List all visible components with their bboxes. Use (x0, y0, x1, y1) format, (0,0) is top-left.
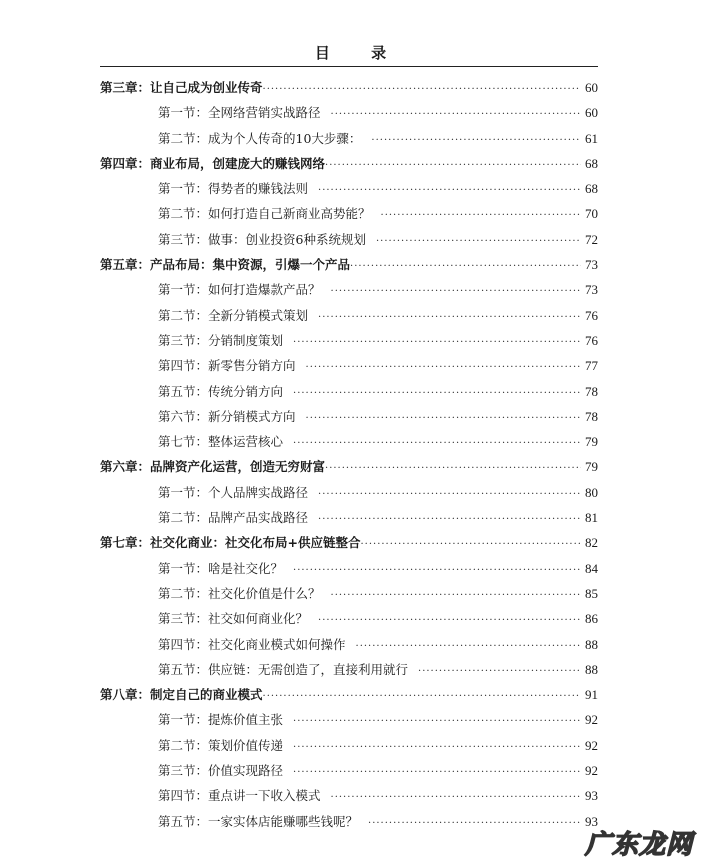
leader-dots (318, 514, 581, 525)
toc-page-number: 78 (585, 408, 598, 424)
toc-label: 第三节：价值实现路径 (158, 763, 284, 779)
toc-section[interactable] (100, 331, 598, 356)
toc-page-number: 92 (585, 712, 598, 728)
watermark-logo: 广东龙网 (584, 830, 693, 860)
toc-label: 第一节：得势者的赚钱法则 (158, 181, 309, 197)
toc-page-number: 81 (585, 510, 598, 526)
toc-label: 第五节：供应链：无需创造了，直接利用就行 (158, 661, 409, 677)
toc-section[interactable] (100, 635, 598, 660)
toc-section[interactable] (100, 103, 598, 128)
leader-dots (263, 84, 581, 95)
toc-section[interactable] (100, 483, 598, 508)
toc-page-number: 79 (585, 459, 598, 475)
toc-page-number: 92 (585, 737, 598, 753)
toc-page-number: 60 (585, 80, 598, 95)
toc-label: 第二节：成为个人传奇的10大步骤： (158, 130, 362, 146)
leader-dots (360, 539, 581, 550)
toc-page-number: 77 (585, 358, 598, 374)
toc-section[interactable] (100, 786, 598, 811)
toc-section[interactable] (100, 559, 598, 584)
page-title: 目 录 (314, 44, 405, 62)
toc-label: 第二节：策划价值传递 (158, 737, 284, 753)
toc-label: 第二节：全新分销模式策划 (158, 307, 309, 323)
toc-chapter[interactable] (100, 533, 598, 558)
toc-section[interactable] (100, 204, 598, 229)
toc-label: 第六章：品牌资产化运营，创造无穷财富 (100, 459, 326, 475)
toc-section[interactable] (100, 179, 598, 204)
toc-page-number: 68 (585, 155, 598, 171)
toc-label: 第一节：个人品牌实战路径 (158, 484, 309, 500)
toc-page-number: 73 (585, 257, 598, 273)
table-of-contents (100, 78, 598, 837)
leader-dots (418, 666, 581, 677)
leader-dots (263, 691, 581, 702)
leader-dots (331, 792, 581, 803)
toc-label: 第四节：重点讲一下收入模式 (158, 788, 321, 804)
leader-dots (331, 590, 581, 601)
toc-label: 第三章：让自己成为创业传奇 (100, 80, 263, 95)
toc-label: 第八章：制定自己的商业模式 (100, 687, 263, 703)
toc-section[interactable] (100, 736, 598, 761)
toc-page-number: 76 (585, 307, 598, 323)
toc-section[interactable] (100, 584, 598, 609)
leader-dots (293, 438, 581, 449)
toc-page-number: 70 (585, 206, 598, 222)
leader-dots (381, 210, 581, 221)
leader-dots (293, 337, 581, 348)
leader-dots (293, 742, 581, 753)
leader-dots (356, 641, 581, 652)
toc-section[interactable] (100, 230, 598, 255)
toc-label: 第三节：社交如何商业化？ (158, 611, 309, 627)
leader-dots (306, 362, 581, 373)
toc-label: 第四节：新零售分销方向 (158, 358, 296, 374)
toc-page-number: 88 (585, 636, 598, 652)
toc-label: 第四节：社交化商业模式如何操作 (158, 636, 346, 652)
leader-dots (293, 388, 581, 399)
toc-label: 第二节：社交化价值是什么？ (158, 585, 321, 601)
toc-section[interactable] (100, 761, 598, 786)
toc-label: 第一节：啥是社交化？ (158, 560, 284, 576)
toc-section[interactable] (100, 812, 598, 837)
toc-chapter[interactable] (100, 154, 598, 179)
toc-section[interactable] (100, 710, 598, 735)
toc-label: 第七章：社交化商业：社交化布局+供应链整合 (100, 535, 361, 551)
toc-chapter[interactable] (100, 78, 598, 103)
toc-label: 第五章：产品布局：集中资源，引爆一个产品 (100, 257, 351, 273)
toc-chapter[interactable] (100, 685, 598, 710)
toc-page-number: 85 (585, 585, 598, 601)
toc-label: 第一节：提炼价值主张 (158, 712, 284, 728)
leader-dots (331, 286, 581, 297)
toc-label: 第一节：全网络营销实战路径 (158, 105, 321, 121)
leader-dots (318, 185, 581, 196)
leader-dots (318, 312, 581, 323)
toc-page-number: 60 (585, 105, 598, 121)
leader-dots (293, 716, 581, 727)
leader-dots (318, 489, 581, 500)
leader-dots (325, 463, 581, 474)
leader-dots (293, 767, 581, 778)
toc-page-number: 93 (585, 813, 598, 829)
toc-chapter[interactable] (100, 457, 598, 482)
leader-dots (306, 413, 581, 424)
toc-page-number: 76 (585, 332, 598, 348)
toc-label: 第二节：品牌产品实战路径 (158, 510, 309, 526)
toc-page-number: 78 (585, 383, 598, 399)
toc-page-number: 73 (585, 282, 598, 298)
leader-dots (318, 615, 581, 626)
toc-label: 第五节：一家实体店能赚哪些钱呢？ (158, 813, 359, 829)
leader-dots (350, 261, 581, 272)
leader-dots (293, 565, 581, 576)
toc-page-number: 72 (585, 231, 598, 247)
toc-label: 第一节：如何打造爆款产品？ (158, 282, 321, 298)
leader-dots (371, 135, 581, 146)
toc-page-number: 88 (585, 661, 598, 677)
toc-page-number: 79 (585, 434, 598, 450)
toc-section[interactable] (100, 356, 598, 381)
toc-page-number: 82 (585, 535, 598, 551)
toc-section[interactable] (100, 306, 598, 331)
toc-section[interactable] (100, 609, 598, 634)
toc-label: 第六节：新分销模式方向 (158, 408, 296, 424)
toc-label: 第三节：做事：创业投资6种系统规划 (158, 231, 366, 247)
toc-page-number: 68 (585, 181, 598, 197)
toc-section[interactable] (100, 129, 598, 154)
toc-section[interactable] (100, 508, 598, 533)
toc-page-number: 84 (585, 560, 598, 576)
leader-dots (331, 109, 581, 120)
toc-page-number: 61 (585, 130, 598, 146)
toc-page-number: 93 (585, 788, 598, 804)
toc-section[interactable] (100, 660, 598, 685)
toc-label: 第二节：如何打造自己新商业高势能？ (158, 206, 371, 222)
toc-section[interactable] (100, 407, 598, 432)
toc-section[interactable] (100, 432, 598, 457)
toc-section[interactable] (100, 280, 598, 305)
toc-label: 第七节：整体运营核心 (158, 434, 284, 450)
title-divider (100, 66, 598, 67)
leader-dots (325, 160, 581, 171)
toc-chapter[interactable] (100, 255, 598, 280)
leader-dots (376, 236, 581, 247)
toc-page-number: 80 (585, 484, 598, 500)
toc-page-number: 91 (585, 687, 598, 703)
toc-label: 第五节：传统分销方向 (158, 383, 284, 399)
leader-dots (368, 818, 581, 829)
toc-label: 第三节：分销制度策划 (158, 332, 284, 348)
toc-section[interactable] (100, 382, 598, 407)
toc-page-number: 86 (585, 611, 598, 627)
toc-label: 第四章：商业布局，创建庞大的赚钱网络 (100, 155, 326, 171)
toc-page-number: 92 (585, 763, 598, 779)
